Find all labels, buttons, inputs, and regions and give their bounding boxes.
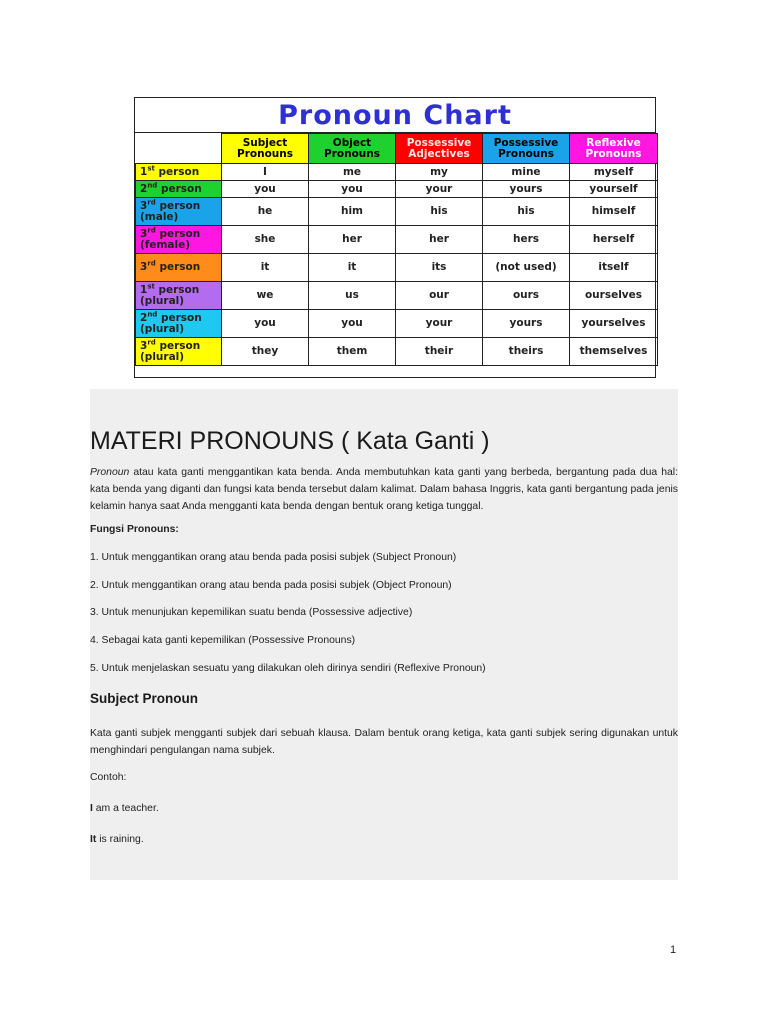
row-header-label: person — [159, 339, 201, 352]
pronoun-cell: your — [396, 310, 483, 338]
pronoun-cell: me — [309, 164, 396, 181]
table-corner-cell — [136, 134, 222, 164]
row-header-label: person — [159, 199, 201, 212]
pronoun-cell: ourselves — [570, 282, 658, 310]
pronoun-cell: yours — [483, 181, 570, 198]
pronoun-table — [135, 133, 658, 366]
pronoun-cell: its — [396, 254, 483, 282]
row-header-person — [140, 259, 219, 273]
pronoun-cell: her — [309, 226, 396, 254]
table-row — [136, 181, 658, 198]
column-header-line: Possessive — [493, 136, 559, 149]
example-2-pronoun: It — [90, 834, 97, 845]
section-heading-subject-pronoun: Subject Pronoun — [90, 691, 198, 706]
pronoun-cell: I — [222, 164, 309, 181]
fungsi-item-4: 4. Sebagai kata ganti kepemilikan (Possessive Pronouns) — [90, 635, 356, 646]
contoh-label: Contoh: — [90, 772, 127, 783]
table-header-row — [136, 134, 658, 164]
column-header-line: Pronouns — [324, 147, 380, 160]
pronoun-chart-image — [134, 97, 656, 378]
example-2-rest: is raining. — [96, 834, 144, 845]
pronoun-cell: mine — [483, 164, 570, 181]
pronoun-cell: you — [222, 181, 309, 198]
intro-text: atau kata ganti menggantikan kata benda. Anda membutuhkan kata ganti yang berbeda, bergantung pada dua hal: kata benda yang diganti dan fungsi kata benda tersebut dalam kalimat. Dalam bahasa Inggris, kata ganti bergantung pada jenis kelamin hanya saat Anda mengganti kata benda dengan bentuk orang ketiga tunggal. — [90, 467, 678, 512]
row-header-qualifier: (plural) — [140, 350, 185, 363]
column-header-line: Pronouns — [237, 147, 293, 160]
row-header — [136, 254, 222, 282]
page-title: MATERI PRONOUNS ( Kata Ganti ) — [90, 427, 490, 455]
table-row — [136, 226, 658, 254]
pronoun-cell: they — [222, 338, 309, 366]
pronoun-cell: his — [396, 198, 483, 226]
column-header-line: Possessive — [406, 136, 472, 149]
row-header-ordinal: rd — [147, 198, 156, 206]
row-header-number: 1 — [140, 283, 148, 296]
column-header — [483, 134, 570, 164]
row-header-ordinal: st — [147, 282, 155, 290]
intro-lead: Pronoun — [90, 467, 130, 478]
subject-description: Kata ganti subjek mengganti subjek dari sebuah klausa. Dalam bentuk orang ketiga, kata ganti subjek sering digunakan untuk menghindari pengulangan nama subjek. — [90, 728, 678, 756]
fungsi-item-1: 1. Untuk menggantikan orang atau benda pada posisi subjek (Subject Pronoun) — [90, 552, 457, 563]
column-header-line: Subject — [242, 136, 288, 149]
table-body — [136, 164, 658, 366]
column-header — [396, 134, 483, 164]
pronoun-cell: them — [309, 338, 396, 366]
row-header-number: 3 — [140, 199, 148, 212]
row-header-ordinal: rd — [147, 259, 156, 268]
fungsi-title: Fungsi Pronouns: — [90, 524, 179, 535]
pronoun-cell: itself — [570, 254, 658, 282]
row-header-ordinal: rd — [147, 226, 156, 234]
pronoun-cell: it — [309, 254, 396, 282]
row-header — [136, 310, 222, 338]
row-header-person — [140, 338, 219, 352]
table-row — [136, 164, 658, 181]
row-header-ordinal: rd — [147, 338, 156, 346]
row-header-ordinal: nd — [147, 181, 158, 189]
row-header-person — [140, 164, 219, 178]
row-header-person — [140, 282, 219, 296]
fungsi-item-3: 3. Untuk menunjukan kepemilikan suatu benda (Possessive adjective) — [90, 607, 413, 618]
row-header — [136, 198, 222, 226]
chart-title: Pronoun Chart — [135, 98, 655, 133]
pronoun-cell: ours — [483, 282, 570, 310]
column-header — [570, 134, 658, 164]
example-1-rest: am a teacher. — [92, 803, 159, 814]
pronoun-cell: him — [309, 198, 396, 226]
column-header-line: Adjectives — [408, 147, 470, 160]
row-header-number: 3 — [140, 339, 148, 352]
column-header-line: Pronouns — [585, 147, 642, 160]
pronoun-cell: her — [396, 226, 483, 254]
example-1-pronoun: I — [90, 803, 93, 814]
pronoun-cell: myself — [570, 164, 658, 181]
row-header-label: person — [158, 165, 200, 178]
pronoun-cell: yourself — [570, 181, 658, 198]
example-2 — [90, 831, 678, 848]
table-row — [136, 282, 658, 310]
column-header — [309, 134, 396, 164]
row-header-person — [140, 310, 219, 324]
row-header-person — [140, 198, 219, 212]
example-1 — [90, 800, 678, 817]
row-header-person — [140, 181, 219, 195]
pronoun-cell: themselves — [570, 338, 658, 366]
row-header — [136, 181, 222, 198]
row-header-number: 3 — [140, 261, 148, 273]
row-header-label: person — [159, 261, 201, 273]
page-number: 1 — [670, 944, 677, 956]
pronoun-cell: their — [396, 338, 483, 366]
row-header — [136, 226, 222, 254]
row-header — [136, 164, 222, 181]
pronoun-cell: hers — [483, 226, 570, 254]
pronoun-cell: our — [396, 282, 483, 310]
row-header-number: 2 — [140, 311, 148, 324]
column-header — [222, 134, 309, 164]
column-header-line: Object — [332, 136, 372, 149]
table-row — [136, 254, 658, 282]
row-header-qualifier: (plural) — [140, 294, 185, 307]
pronoun-cell: my — [396, 164, 483, 181]
pronoun-cell: us — [309, 282, 396, 310]
content-panel — [90, 389, 678, 880]
fungsi-item-2: 2. Untuk menggantikan orang atau benda pada posisi subjek (Object Pronoun) — [90, 580, 452, 591]
row-header-qualifier: (female) — [140, 238, 191, 251]
column-header-line: Reflexive — [586, 136, 641, 149]
row-header-ordinal: st — [147, 164, 155, 172]
pronoun-cell: his — [483, 198, 570, 226]
pronoun-cell: yours — [483, 310, 570, 338]
row-header — [136, 282, 222, 310]
row-header — [136, 338, 222, 366]
pronoun-cell: yourselves — [570, 310, 658, 338]
intro-paragraph — [90, 464, 678, 515]
pronoun-cell: herself — [570, 226, 658, 254]
row-header-number: 2 — [140, 182, 148, 195]
fungsi-item-5: 5. Untuk menjelaskan sesuatu yang dilakukan oleh dirinya sendiri (Reflexive Pronoun) — [90, 663, 486, 674]
pronoun-cell: himself — [570, 198, 658, 226]
pronoun-cell: you — [309, 181, 396, 198]
row-header-label: person — [160, 311, 202, 324]
pronoun-cell: he — [222, 198, 309, 226]
row-header-qualifier: (male) — [140, 210, 179, 223]
pronoun-cell: it — [222, 254, 309, 282]
row-header-qualifier: (plural) — [140, 322, 185, 335]
pronoun-cell: (not used) — [483, 254, 570, 282]
pronoun-cell: you — [309, 310, 396, 338]
row-header-label: person — [160, 182, 202, 195]
column-header-line: Pronouns — [498, 147, 554, 160]
table-row — [136, 338, 658, 366]
row-header-number: 1 — [140, 165, 148, 178]
pronoun-cell: your — [396, 181, 483, 198]
row-header-label: person — [158, 283, 200, 296]
pronoun-cell: you — [222, 310, 309, 338]
pronoun-cell: we — [222, 282, 309, 310]
pronoun-cell: theirs — [483, 338, 570, 366]
row-header-label: person — [159, 227, 201, 240]
table-row — [136, 310, 658, 338]
row-header-number: 3 — [140, 227, 148, 240]
table-row — [136, 198, 658, 226]
row-header-ordinal: nd — [147, 310, 158, 318]
row-header-person — [140, 226, 219, 240]
pronoun-cell: she — [222, 226, 309, 254]
